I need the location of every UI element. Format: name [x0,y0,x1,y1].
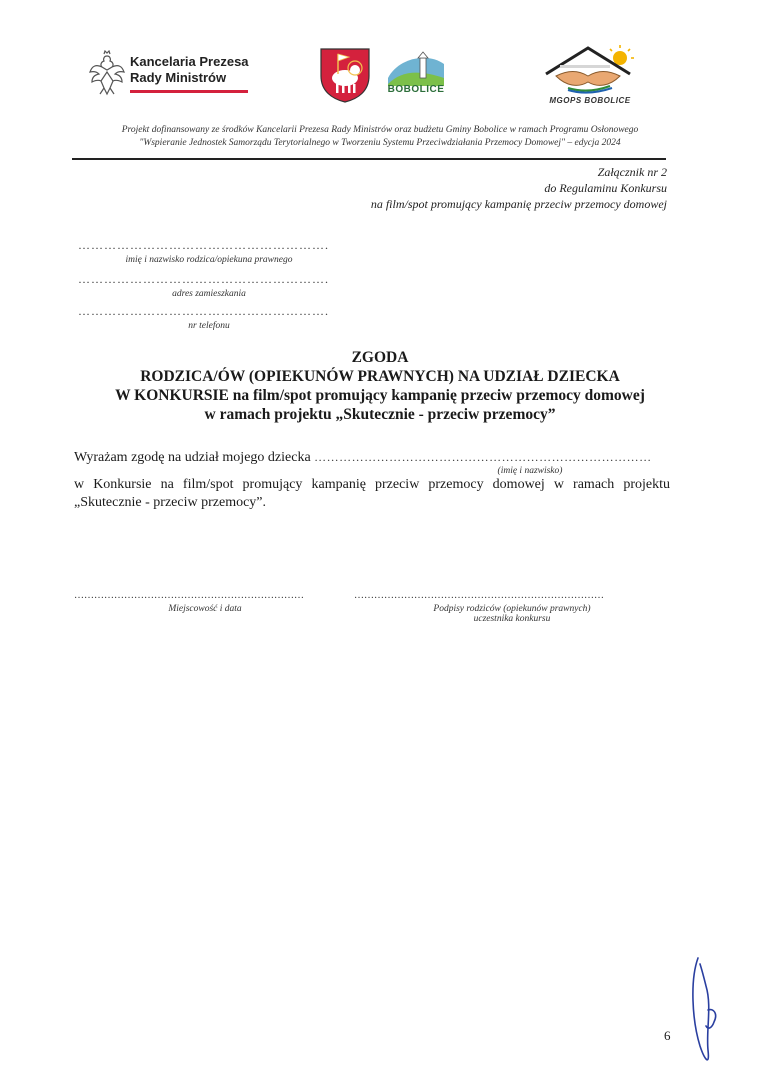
phone-caption: nr telefonu [188,321,230,331]
parent-name-caption: imię i nazwisko rodzica/opiekuna prawnego [125,255,293,265]
parent-signature-dots: ………………………………………………………………… [354,590,604,601]
child-name-caption: (imię i nazwisko) [497,466,563,476]
address-field[interactable] [78,272,340,299]
title-line1: ZGODA [351,349,409,366]
address-dots: …………………………………………………. [78,272,329,286]
phone-field[interactable] [78,304,340,331]
address-caption: adres zamieszkania [172,289,246,299]
kprm-logo [88,50,258,102]
annex-line2: do Regulaminu Konkursu [544,181,667,195]
bobolice-wordmark: BOBOLICE [387,84,445,95]
consent-lead-text: Wyrażam zgodę na udział mojego dziecka [74,450,311,465]
handwritten-signature-icon [684,950,724,1074]
place-date-dots: …………………………………………………………… [74,590,304,601]
consent-lead-line [74,448,674,467]
title-line4: w ramach projektu „Skutecznie - przeciw przemocy” [204,406,556,423]
kprm-name-line2: Rady Ministrów [130,70,227,85]
project-note-line1: Projekt dofinansowany ze środków Kancelarii Prezesa Rady Ministrów oraz budżetu Gminy Bobolice w ramach Programu Osłonowego [121,125,639,135]
title-line2: RODZICA/ÓW (OPIEKUNÓW PRAWNYCH) NA UDZIAŁ DZIECKA [140,368,620,385]
kprm-red-bar [130,90,248,93]
place-date-field[interactable] [74,590,336,614]
annex-line1: Załącznik nr 2 [597,165,667,179]
annex-line3: na film/spot promujący kampanię przeciw przemocy domowej [370,197,667,211]
title-line3: W KONKURSIE na film/spot promujący kampanię przeciw przemocy domowej [115,387,645,404]
parent-name-field[interactable] [78,238,340,265]
mgops-logo [538,42,642,108]
project-note-line2: "Wspieranie Jednostek Samorządu Terytorialnego w Tworzeniu Systemu Przeciwdziałania Przemocy Domowej" – edycja 2024 [139,138,621,148]
bobolice-logo [384,48,448,100]
signature-caption-line1: Podpisy rodziców (opiekunów prawnych) [433,604,591,614]
project-funding-note [60,124,700,150]
place-date-caption: Miejscowość i data [168,604,242,614]
eagle-emblem-icon [88,50,126,98]
mgops-wordmark: MGOPS BOBOLICE [549,96,631,105]
consent-paragraph: w Konkursie na film/spot promujący kampanię przeciw przemocy domowej w ramach projektu „Skutecznie - przeciw przemocy”. [74,477,670,510]
signature-caption-line2: uczestnika konkursu [473,614,551,624]
header-divider [72,158,666,160]
parent-name-dots: …………………………………………………. [78,238,329,252]
child-name-field[interactable]: ……………………………………………………………………… [314,450,652,464]
consent-title [60,348,700,424]
phone-dots: …………………………………………………. [78,304,329,318]
parent-signature-field[interactable] [354,590,670,624]
page-number: 6 [664,1028,671,1043]
bleed-through-text: ▬▬▬▬▬ [560,60,610,71]
lamb-crest-icon [318,46,372,104]
municipal-crest-logo [318,46,372,104]
kprm-name-line1: Kancelaria Prezesa [130,54,249,69]
annex-reference [371,164,667,212]
